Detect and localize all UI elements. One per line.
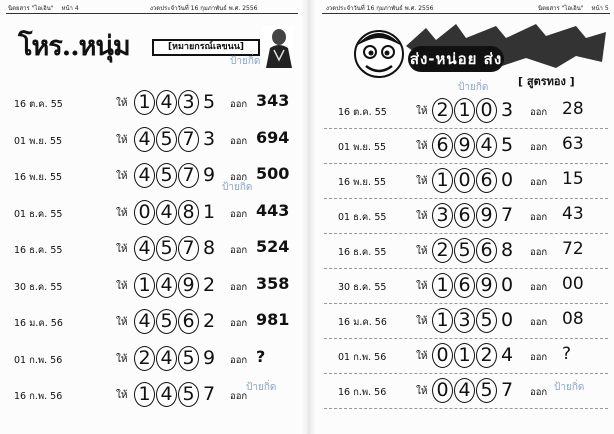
circled-digit: 2 — [432, 238, 453, 263]
column-title: โหร..หนุ่ม — [18, 31, 130, 62]
prefix-label: ให้ — [116, 280, 128, 292]
draw-result: 443 — [256, 200, 290, 220]
circled-digit: 4 — [454, 378, 475, 403]
draw-result: ? — [562, 344, 572, 364]
left-header — [8, 3, 85, 13]
draw-result: 694 — [256, 127, 290, 147]
circled-digit: 5 — [156, 127, 177, 152]
result-label: ออก — [530, 142, 548, 153]
prefix-label: ให้ — [116, 244, 128, 255]
extra-digit: 0 — [500, 274, 514, 296]
draw-result: 343 — [256, 91, 290, 110]
prediction-row — [318, 376, 614, 406]
extra-digit: 5 — [500, 134, 514, 156]
result-label: ออก — [230, 172, 248, 183]
circled-digit: 3 — [178, 90, 199, 115]
draw-date: 01 พ.ย. 55 — [14, 135, 63, 147]
circled-digit: 5 — [476, 308, 497, 333]
predicted-digits — [432, 238, 516, 263]
circled-digit: 1 — [134, 382, 155, 407]
circled-digit: 5 — [178, 346, 199, 371]
circled-digit: 1 — [432, 273, 453, 298]
result-label: ออก — [230, 245, 248, 256]
column-title: ส่ง-หน่อย ส่ง — [408, 46, 504, 72]
result-label: ออก — [230, 318, 248, 329]
row-divider — [324, 128, 608, 129]
circled-digit: 3 — [432, 203, 453, 228]
prediction-row — [318, 96, 614, 126]
prediction-row — [0, 161, 300, 191]
predicted-digits — [134, 309, 218, 334]
draw-result: 63 — [562, 134, 584, 154]
prefix-label: ให้ — [116, 171, 128, 182]
circled-digit: 6 — [476, 238, 497, 263]
draw-date: 16 ต.ค. 55 — [14, 99, 63, 110]
row-divider — [324, 338, 608, 339]
draw-date: 01 ธ.ค. 55 — [338, 212, 387, 223]
left-page — [0, 0, 300, 434]
circled-digit: 1 — [134, 90, 155, 115]
result-label: ออก — [530, 387, 548, 398]
prediction-row — [0, 380, 300, 410]
extra-digit: 5 — [202, 91, 216, 113]
row-divider — [324, 163, 608, 164]
page-number: หน้า 5 — [591, 5, 609, 12]
right-header — [538, 3, 614, 13]
extra-digit: 2 — [202, 310, 216, 332]
circled-digit: 9 — [476, 203, 497, 228]
draw-result: 15 — [562, 169, 584, 189]
circled-digit: 7 — [178, 163, 199, 188]
result-label: ออก — [230, 208, 248, 220]
prefix-label: ให้ — [416, 246, 428, 257]
draw-result: 43 — [562, 204, 584, 224]
draw-date: 01 ธ.ค. 55 — [14, 208, 63, 220]
circled-digit: 7 — [178, 127, 199, 152]
watermark: ป้ายกิ่ด — [222, 182, 253, 193]
column-subtitle: [หมายกรณ์เลขนน] — [152, 39, 260, 56]
extra-digit: 0 — [500, 309, 514, 331]
monk-portrait-icon — [262, 26, 294, 68]
result-label: ออก — [530, 352, 548, 363]
predicted-digits — [134, 382, 218, 407]
result-label: ออก — [530, 107, 548, 118]
predicted-digits — [134, 236, 218, 261]
result-label: ออก — [230, 135, 248, 147]
predicted-digits — [432, 168, 516, 193]
predicted-digits — [134, 200, 218, 225]
circled-digit: 8 — [178, 200, 199, 225]
predicted-digits — [134, 273, 218, 298]
prefix-label: ให้ — [416, 141, 428, 152]
circled-digit: 1 — [454, 343, 475, 368]
prediction-row — [318, 166, 614, 196]
prefix-label: ให้ — [116, 134, 128, 146]
result-label: ออก — [230, 354, 248, 366]
circled-digit: 5 — [156, 309, 177, 334]
predicted-digits — [134, 346, 218, 371]
issue-date: งวดประจำวันที่ 16 กุมภาพันธ์ พ.ศ. 2556 — [326, 5, 434, 12]
cartoon-mascot-icon — [348, 24, 410, 82]
draw-date: 30 ธ.ค. 55 — [338, 282, 387, 293]
circled-digit: 6 — [476, 168, 497, 193]
page-gutter — [300, 0, 318, 434]
circled-digit: 9 — [476, 273, 497, 298]
circled-digit: 4 — [134, 236, 155, 261]
draw-date: 16 ม.ค. 56 — [14, 318, 63, 329]
circled-digit: 4 — [156, 273, 177, 298]
prefix-label: ให้ — [416, 106, 428, 117]
extra-digit: 0 — [500, 169, 514, 191]
result-label: ออก — [530, 317, 548, 328]
draw-date: 01 พ.ย. 55 — [338, 142, 387, 153]
prediction-row — [0, 344, 300, 374]
circled-digit: 4 — [476, 133, 497, 158]
draw-result: 981 — [256, 310, 290, 329]
circled-digit: 0 — [432, 343, 453, 368]
result-label: ออก — [230, 391, 248, 402]
draw-date: 16 ธ.ค. 55 — [14, 245, 63, 256]
formula-label: [ สูตรทอง ] — [518, 75, 575, 88]
predicted-digits — [134, 127, 218, 152]
predicted-digits — [432, 203, 516, 228]
prediction-row — [0, 198, 300, 228]
circled-digit: 6 — [432, 133, 453, 158]
row-divider — [324, 233, 608, 234]
prefix-label: ให้ — [116, 98, 128, 109]
circled-digit: 0 — [134, 200, 155, 225]
draw-date: 16 ก.พ. 56 — [14, 391, 63, 402]
prefix-label: ให้ — [116, 390, 128, 401]
circled-digit: 4 — [156, 346, 177, 371]
prediction-row — [318, 341, 614, 371]
circled-digit: 4 — [156, 200, 177, 225]
circled-digit: 1 — [432, 308, 453, 333]
magazine-name: นิตยสาร "ไอเอิน" — [8, 5, 54, 12]
predicted-digits — [432, 308, 516, 333]
draw-date: 16 ก.พ. 56 — [338, 387, 387, 398]
predicted-digits — [432, 98, 516, 123]
circled-digit: 1 — [432, 168, 453, 193]
circled-digit: 4 — [134, 127, 155, 152]
prefix-label: ให้ — [416, 211, 428, 222]
prefix-label: ให้ — [416, 176, 428, 187]
prefix-label: ให้ — [116, 317, 128, 328]
result-label: ออก — [530, 212, 548, 223]
circled-digit: 0 — [432, 378, 453, 403]
prediction-row — [318, 131, 614, 161]
circled-digit: 4 — [156, 382, 177, 407]
extra-digit: 3 — [500, 99, 514, 121]
circled-digit: 4 — [134, 309, 155, 334]
circled-digit: 2 — [476, 343, 497, 368]
row-divider — [324, 408, 608, 409]
draw-result: 28 — [562, 99, 584, 119]
prediction-row — [0, 271, 300, 301]
predicted-digits — [432, 378, 516, 403]
result-label: ออก — [530, 247, 548, 258]
circled-digit: 0 — [454, 168, 475, 193]
prediction-row — [0, 307, 300, 337]
circled-digit: 4 — [134, 163, 155, 188]
predicted-digits — [134, 90, 218, 115]
predicted-digits — [432, 273, 516, 298]
circled-digit: 6 — [454, 273, 475, 298]
draw-result: 00 — [562, 274, 584, 294]
row-divider — [324, 268, 608, 269]
draw-date: 01 ก.พ. 56 — [14, 354, 63, 366]
prefix-label: ให้ — [116, 207, 128, 219]
watermark: ป้ายกิ่ด — [230, 56, 261, 67]
header-rule — [322, 13, 610, 14]
watermark: ป้ายกิ่ด — [246, 382, 277, 393]
predicted-digits — [134, 163, 218, 188]
result-label: ออก — [230, 281, 248, 293]
circled-digit: 0 — [476, 98, 497, 123]
circled-digit: 3 — [454, 308, 475, 333]
extra-digit: 7 — [500, 379, 514, 401]
magazine-name: นิตยสาร "ไอเอิน" — [538, 5, 584, 12]
circled-digit: 1 — [454, 98, 475, 123]
draw-result: 72 — [562, 239, 584, 259]
circled-digit: 4 — [156, 90, 177, 115]
prefix-label: ให้ — [416, 386, 428, 397]
circled-digit: 9 — [178, 273, 199, 298]
draw-date: 16 ต.ค. 55 — [338, 107, 387, 118]
header-rule — [6, 13, 298, 14]
row-divider — [324, 198, 608, 199]
prediction-row — [318, 236, 614, 266]
circled-digit: 2 — [432, 98, 453, 123]
extra-digit: 4 — [500, 344, 514, 366]
watermark: ป้ายกิ่ด — [554, 382, 585, 393]
prefix-label: ให้ — [416, 281, 428, 292]
result-label: ออก — [530, 177, 548, 188]
extra-digit: 8 — [202, 237, 216, 259]
prefix-label: ให้ — [416, 316, 428, 327]
circled-digit: 5 — [476, 378, 497, 403]
draw-date: 16 พ.ย. 55 — [338, 177, 387, 188]
watermark: ป้ายกิ่ด — [458, 82, 489, 93]
circled-digit: 7 — [178, 236, 199, 261]
draw-result: 500 — [256, 164, 290, 183]
prediction-row — [0, 234, 300, 264]
circled-digit: 6 — [454, 203, 475, 228]
prefix-label: ให้ — [116, 353, 128, 365]
circled-digit: 6 — [178, 309, 199, 334]
circled-digit: 5 — [156, 236, 177, 261]
extra-digit: 1 — [202, 200, 216, 223]
prediction-row — [318, 201, 614, 231]
circled-digit: 9 — [454, 133, 475, 158]
circled-digit: 5 — [178, 382, 199, 407]
result-label: ออก — [230, 99, 248, 110]
draw-result: ? — [256, 346, 266, 366]
extra-digit: 9 — [202, 346, 216, 369]
draw-result: 524 — [256, 237, 290, 256]
draw-result: 08 — [562, 309, 584, 329]
extra-digit: 8 — [500, 239, 514, 261]
extra-digit: 7 — [500, 204, 514, 226]
row-divider — [324, 303, 608, 304]
draw-date: 16 พ.ย. 55 — [14, 172, 63, 183]
circled-digit: 2 — [134, 346, 155, 371]
prediction-row — [318, 271, 614, 301]
circled-digit: 5 — [454, 238, 475, 263]
extra-digit: 7 — [202, 383, 216, 405]
draw-date: 16 ม.ค. 56 — [338, 317, 387, 328]
prediction-row — [0, 125, 300, 155]
draw-date: 01 ก.พ. 56 — [338, 352, 387, 363]
draw-result: 358 — [256, 273, 290, 293]
prefix-label: ให้ — [416, 351, 428, 362]
circled-digit: 1 — [134, 273, 155, 298]
prediction-row — [0, 88, 300, 118]
circled-digit: 5 — [156, 163, 177, 188]
result-label: ออก — [530, 282, 548, 293]
extra-digit: 2 — [202, 273, 216, 296]
draw-date: 30 ธ.ค. 55 — [14, 281, 63, 293]
extra-digit: 9 — [202, 164, 216, 186]
predicted-digits — [432, 343, 516, 368]
extra-digit: 3 — [202, 127, 216, 150]
draw-date: 16 ธ.ค. 55 — [338, 247, 387, 258]
predicted-digits — [432, 133, 516, 158]
page-number: หน้า 4 — [61, 5, 79, 12]
row-divider — [324, 373, 608, 374]
issue-date: งวดประจำวันที่ 16 กุมภาพันธ์ พ.ศ. 2556 — [150, 5, 258, 12]
right-page — [318, 0, 614, 434]
prediction-row — [318, 306, 614, 336]
